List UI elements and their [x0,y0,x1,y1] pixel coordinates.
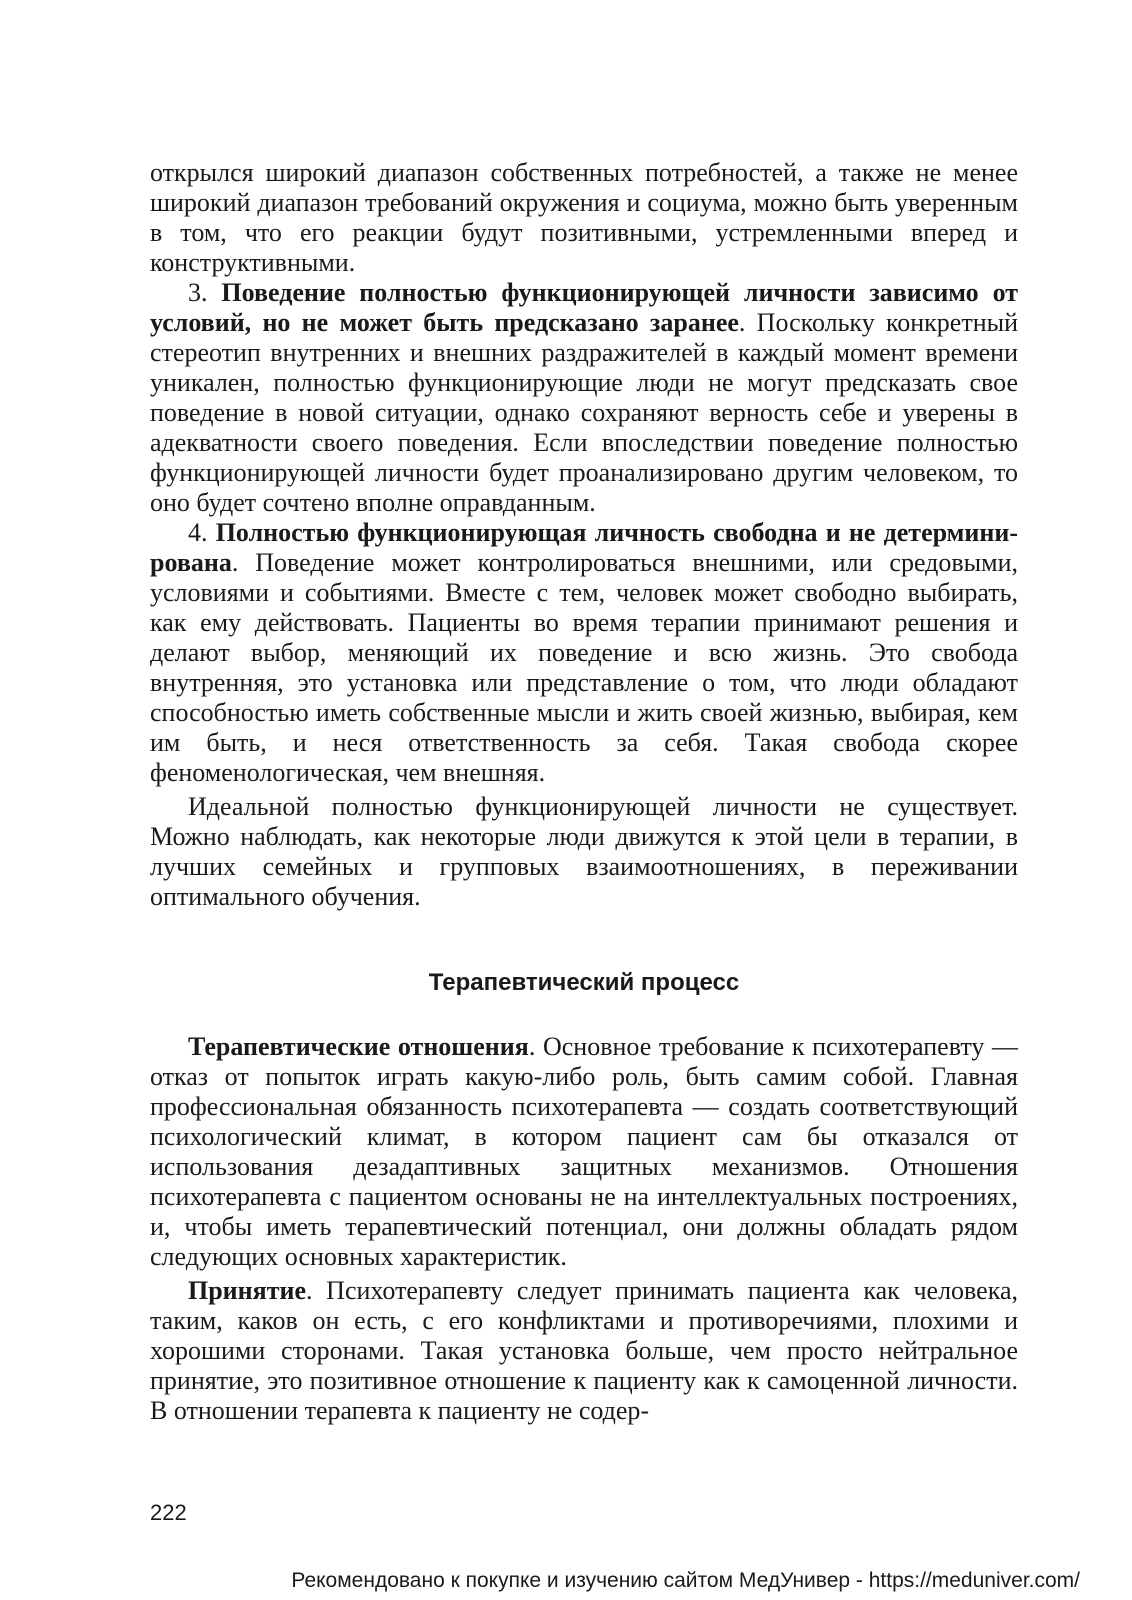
page-body [150,158,1018,1426]
paragraph-text: Идеальной полностью функционирующей личности не существует. Можно наблюдать, как некоторые люди движутся к этой цели в терапии, в лучших семейных и групповых взаимоотношениях, в переживании оптимального обучения. [150,792,1018,911]
footer-recommendation: Рекомендовано к покупке и изучению сайтом МедУнивер - https://meduniver.com/ [291,1569,1080,1592]
paragraph-point-3 [150,278,1018,518]
paragraph-text: . Основное требование к психотерапевту — отказ от попыток играть какую-либо роль, быть самим собой. Главная профессиональная обязанность психотерапевта — создать соответствующий психологический климат, в котором пациент сам бы отказался от использования дезадаптивных защитных механизмов. Отношения психотерапевта с пациентом основаны не на интеллектуальных построениях, и, чтобы иметь терапевтический потенциал, они должны обладать рядом следующих основных характеристик. [150,1032,1018,1271]
point-heading: Полностью функционирующая личность свободна и не детерминирована [150,518,1018,577]
section-heading: Терапевтический процесс [428,969,740,996]
paragraph-acceptance [150,1276,1018,1426]
paragraph-point-4 [150,518,1018,788]
point-number: 3. [188,278,222,307]
point-heading: Поведение полностью функционирующей личности зависимо от условий, но не может быть предсказано заранее [150,278,1018,337]
paragraph-therapeutic-relations [150,1032,1018,1272]
paragraph-text: . Психотерапевту следует принимать пациента как человека, таким, каков он есть, с его конфликтами и противоречиями, плохими и хорошими сторонами. Такая установка больше, чем просто нейтральное принятие, это позитивное отношение к пациенту как к самоценной личности. В отношении терапевта к пациенту не содер- [150,1276,1018,1425]
paragraph-text: . Поскольку конкретный стереотип внутренних и внешних раздражителей в каждый момент времени уникален, полностью функционирующие люди не могут предсказать свое поведение в новой ситуации, однако сохраняют верность себе и уверены в адекватности своего поведения. Если впоследствии поведение полностью функционирующей личности будет проанализировано другим человеком, то оно будет сочтено вполне оправданным. [150,308,1019,517]
paragraph-text: . Поведение может контролироваться внешними, или средовыми, условиями и событиями. Вместе с тем, человек может свободно выбирать, как ему действовать. Пациенты во время терапии принимают решения и делают выбор, меняющий их поведение и всю жизнь. Это свобода внутренняя, это установка или представление о том, что люди обладают способностью иметь собственные мысли и жить своей жизнью, выбирая, кем им быть, и неся ответственность за себя. Такая свобода скорее феноменологическая, чем внешняя. [150,548,1018,787]
paragraph-ideal-personality [150,792,1018,912]
page-number: 222 [150,1500,187,1525]
point-number: 4. [188,518,216,547]
paragraph-text: открылся широкий диапазон собственных потребностей, а также не менее широкий диапазон требований окружения и социума, можно быть уверенным в том, что его реакции будут позитивными, устремленными вперед и конструктивными. [150,158,1018,277]
term-heading: Терапевтические отношения [188,1032,529,1061]
paragraph-continuation [150,158,1018,278]
term-heading: Принятие [188,1276,307,1305]
